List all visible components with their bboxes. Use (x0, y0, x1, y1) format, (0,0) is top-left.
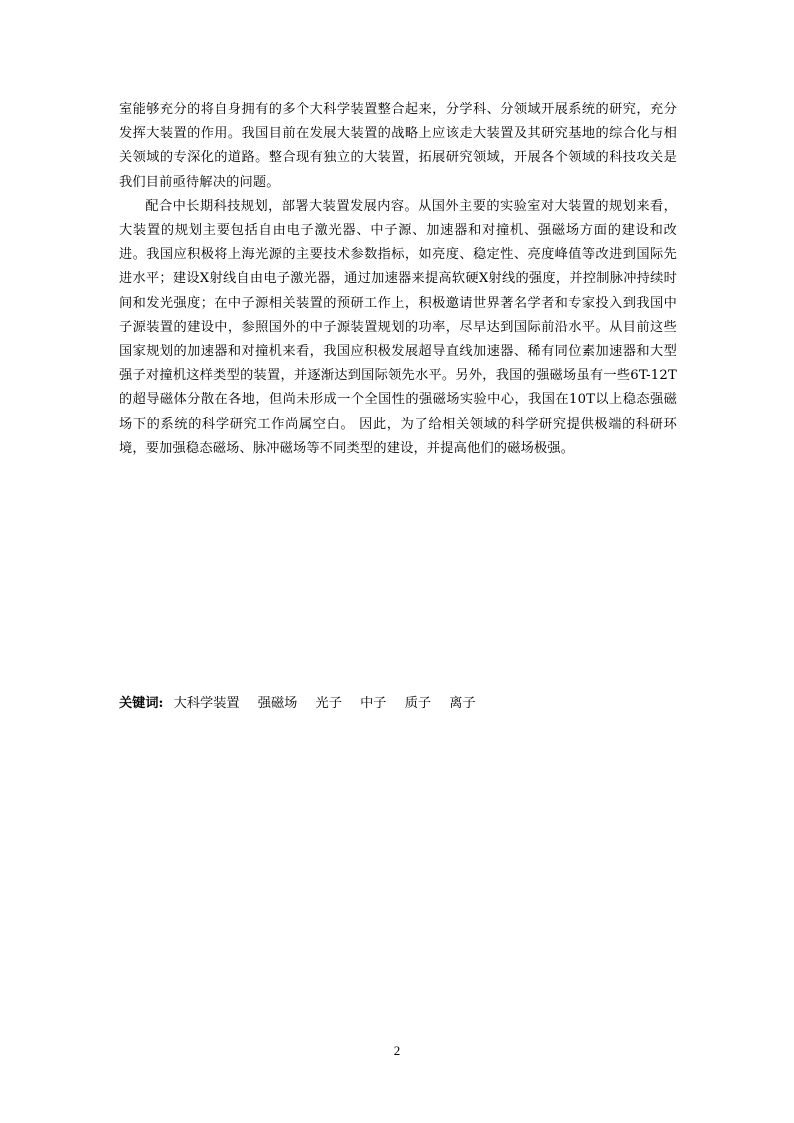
page-number: 2 (393, 1043, 401, 1058)
keyword-item: 大科学装置 (173, 696, 240, 711)
keyword-item: 离子 (449, 696, 476, 711)
keywords-label: 关键词: (119, 696, 164, 711)
keywords-line (119, 692, 677, 716)
body-text (119, 98, 677, 461)
paragraph-2: 配合中长期科技规划，部署大装置发展内容。从国外主要的实验室对大装置的规划来看，大装置的规划主要包括自由电子激光器、中子源、加速器和对撞机、强磁场方面的建设和改进。我国应积极将上海光源的主要技术参数指标，如亮度、稳定性、亮度峰值等改进到国际先进水平；建设X射线自由电子激光器，通过加速器来提高软硬X射线的强度，并控制脉冲持续时间和发光强度；在中子源相关装置的预研工作上，积极邀请世界著名学者和专家投入到我国中子源装置的建设中，参照国外的中子源装置规划的功率，尽早达到国际前沿水平。从目前这些国家规划的加速器和对撞机来看，我国应积极发展超导直线加速器、稀有同位素加速器和大型强子对撞机这样类型的装置，并逐渐达到国际领先水平。另外，我国的强磁场虽有一些6T-12T的超导磁体分散在各地，但尚未形成一个全国性的强磁场实验中心，我国在10T以上稳态强磁场下的系统的科学研究工作尚属空白。 因此，为了给相关领域的科学研究提供极端的科研环境，要加强稳态磁场、脉冲磁场等不同类型的建设，并提高他们的磁场极强。 (119, 198, 677, 456)
keyword-item: 中子 (360, 696, 387, 711)
paragraph-1: 室能够充分的将自身拥有的多个大科学装置整合起来，分学科、分领域开展系统的研究，充分发挥大装置的作用。我国目前在发展大装置的战略上应该走大装置及其研究基地的综合化与相关领域的专深化的道路。整合现有独立的大装置，拓展研究领域，开展各个领域的科技攻关是我们目前亟待解决的问题。 (119, 102, 677, 190)
keyword-item: 光子 (315, 696, 342, 711)
keyword-item: 强磁场 (257, 696, 298, 711)
keyword-item: 质子 (404, 696, 432, 711)
